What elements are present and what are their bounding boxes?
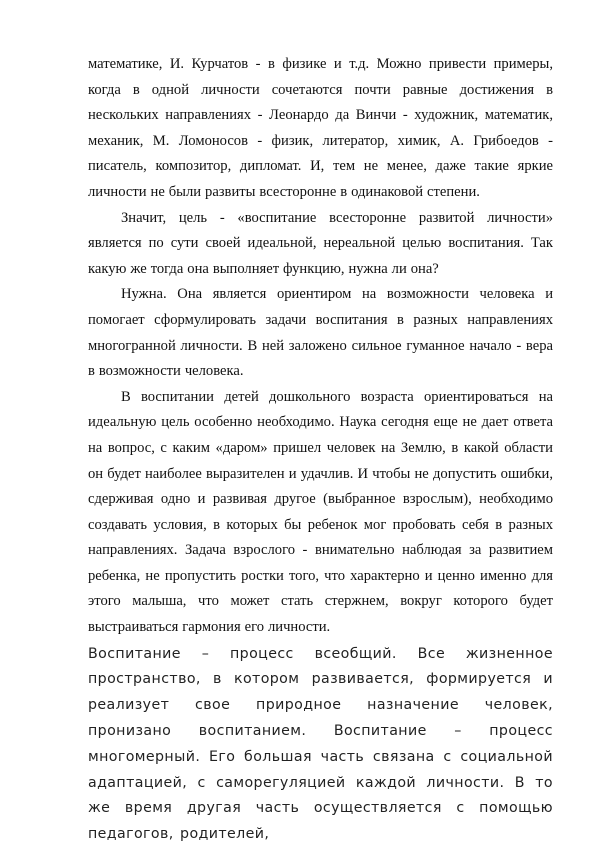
paragraph-5: Воспитание – процесс всеобщий. Все жизненное пространство, в котором развивается, формируется и реализует свое природное назначение человек, пронизано воспитанием. Воспитание – процесс многомерный. Его большая часть связана с социальной адаптацией, с саморегуляцией каждой личности. В то же время другая часть осуществляется с помощью педагогов, родителей, [88, 645, 553, 843]
paragraph-2: Значит, цель - «воспитание всесторонне развитой личности» является по сути своей идеальной, нереальной целью воспитания. Так какую же тогда она выполняет функцию, нужна ли она? [88, 209, 553, 277]
text-body [88, 52, 553, 848]
paragraph-3: Нужна. Она является ориентиром на возможности человека и помогает сформулировать задачи воспитания в разных направлениях многогранной личности. В ней заложено сильное гуманное начало - вера в возможности человека. [88, 286, 553, 380]
paragraph-4: В воспитании детей дошкольного возраста ориентироваться на идеальную цель особенно необходимо. Наука сегодня еще не дает ответа на вопрос, с каким «даром» пришел человек на Землю, в какой области он будет наиболее выразителен и удачлив. И чтобы не допустить ошибки, сдерживая одно и развивая другое (выбранное взрослым), необходимо создавать условия, в которых бы ребенок мог пробовать себя в разных направлениях. Задача взрослого - внимательно наблюдая за развитием ребенка, не пропустить ростки того, что характерно и ценно именно для этого малыша, что может стать стержнем, вокруг которого будет выстраиваться гармония его личности. [88, 388, 553, 636]
paragraph-1: математике, И. Курчатов - в физике и т.д. Можно привести примеры, когда в одной личности сочетаются почти равные достижения в нескольких направлениях - Леонардо да Винчи - художник, математик, механик, М. Ломоносов - физик, литератор, химик, А. Грибоедов - писатель, композитор, дипломат. И, тем не менее, даже такие яркие личности не были развиты всесторонне в одинаковой степени. [88, 56, 553, 200]
